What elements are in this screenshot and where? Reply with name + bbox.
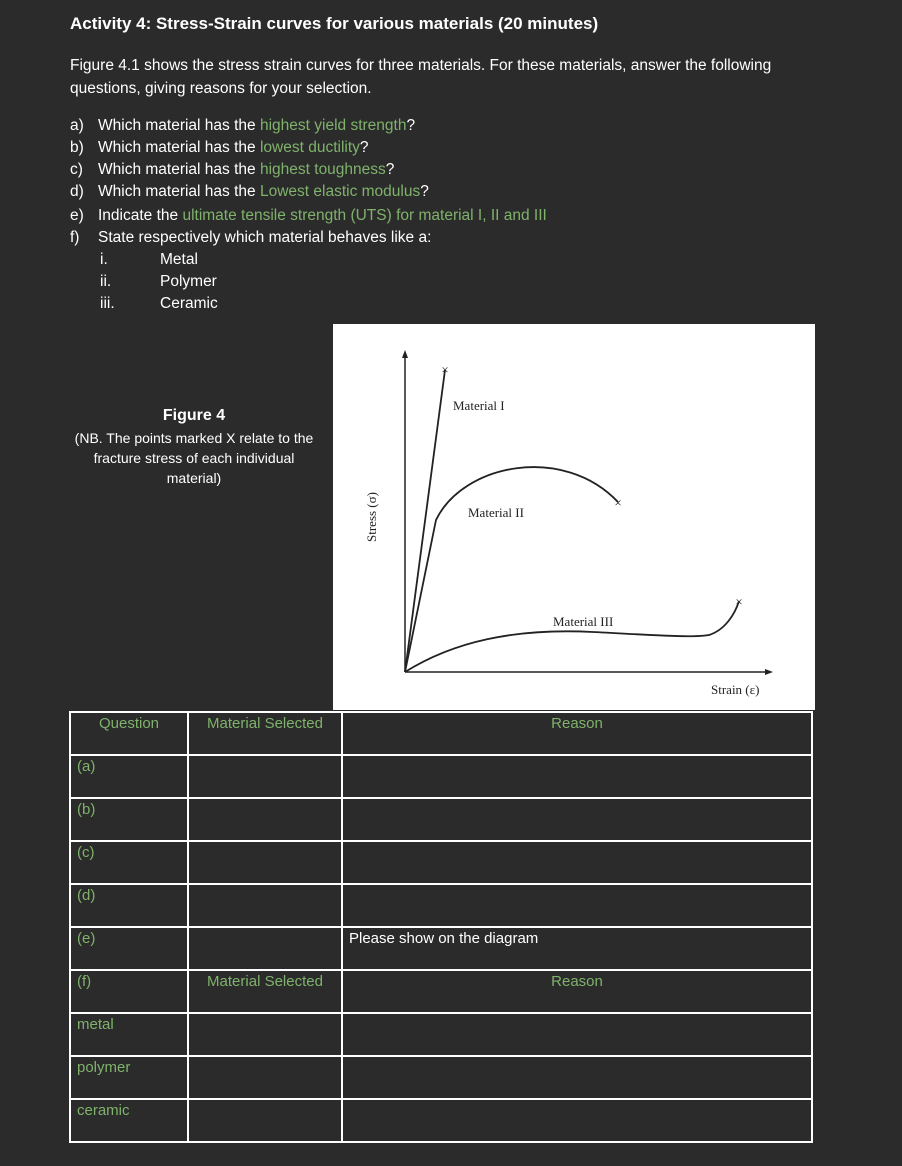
x-axis-label: Strain (ε) <box>711 682 760 697</box>
row-question: (f) <box>70 970 188 1013</box>
material-3-fracture-marker: × <box>735 594 743 609</box>
row-question: (b) <box>70 798 188 841</box>
stress-strain-chart <box>333 324 815 710</box>
reason-cell[interactable] <box>342 1013 812 1056</box>
row-question: (a) <box>70 755 188 798</box>
x-axis-arrow-icon <box>765 669 773 675</box>
row-question: polymer <box>70 1056 188 1099</box>
table-row <box>70 1056 812 1099</box>
material-cell[interactable] <box>188 1013 342 1056</box>
subitem-metal: Metal <box>160 251 198 268</box>
row-question: (c) <box>70 841 188 884</box>
table-row <box>70 927 812 970</box>
subitem-num-2: ii. <box>100 273 112 290</box>
question-f: f) State respectively which material behaves like a: <box>70 229 432 246</box>
reason-cell[interactable] <box>342 841 812 884</box>
figure-title: Figure 4 <box>162 407 226 424</box>
reason-cell[interactable] <box>342 1099 812 1142</box>
subitem-num-3: iii. <box>100 295 115 312</box>
answer-table <box>69 711 813 1143</box>
reason-cell: Reason <box>342 970 812 1013</box>
material-cell[interactable] <box>188 884 342 927</box>
row-question: (e) <box>70 927 188 970</box>
y-axis-arrow-icon <box>402 350 408 358</box>
question-d: d) Which material has the Lowest elastic modulus? <box>70 183 429 200</box>
material-cell[interactable] <box>188 1056 342 1099</box>
series-material-3-line <box>405 601 739 672</box>
figure-note: (NB. The points marked X relate to the fracture stress of each individual material) <box>74 430 314 486</box>
question-b: b) Which material has the lowest ductility? <box>70 139 369 156</box>
activity-title: Activity 4: Stress-Strain curves for various materials (20 minutes) <box>70 14 599 33</box>
material-3-label: Material III <box>553 614 614 629</box>
material-cell[interactable] <box>188 841 342 884</box>
subitem-num-1: i. <box>100 251 108 268</box>
row-question: ceramic <box>70 1099 188 1142</box>
question-a: a) Which material has the highest yield strength? <box>70 117 416 134</box>
table-row <box>70 884 812 927</box>
table-row <box>70 970 812 1013</box>
material-cell[interactable] <box>188 755 342 798</box>
subitem-polymer: Polymer <box>160 273 217 290</box>
material-cell[interactable] <box>188 1099 342 1142</box>
question-c: c) Which material has the highest toughness? <box>70 161 395 178</box>
reason-cell[interactable] <box>342 798 812 841</box>
material-2-fracture-marker: × <box>614 495 622 510</box>
reason-cell[interactable]: Please show on the diagram <box>342 927 812 970</box>
subitem-ceramic: Ceramic <box>160 295 218 312</box>
intro-paragraph: Figure 4.1 shows the stress strain curves for three materials. For these materials, answer the following questions, giving reasons for your selection. <box>70 57 772 97</box>
material-1-label: Material I <box>453 398 505 413</box>
material-2-label: Material II <box>468 505 524 520</box>
header-question: Question <box>70 712 188 755</box>
table-row <box>70 755 812 798</box>
table-row <box>70 798 812 841</box>
y-axis-label: Stress (σ) <box>364 492 379 542</box>
table-header-row <box>70 712 812 755</box>
table-row <box>70 841 812 884</box>
table-row <box>70 1013 812 1056</box>
reason-cell[interactable] <box>342 755 812 798</box>
question-e: e) Indicate the ultimate tensile strength (UTS) for material I, II and III <box>70 207 547 224</box>
material-cell[interactable] <box>188 798 342 841</box>
material-cell: Material Selected <box>188 970 342 1013</box>
header-material-selected: Material Selected <box>188 712 342 755</box>
row-question: metal <box>70 1013 188 1056</box>
figure-caption <box>66 406 322 488</box>
reason-cell[interactable] <box>342 884 812 927</box>
series-material-1-line <box>405 370 445 672</box>
header-reason: Reason <box>342 712 812 755</box>
reason-cell[interactable] <box>342 1056 812 1099</box>
row-question: (d) <box>70 884 188 927</box>
material-cell[interactable] <box>188 927 342 970</box>
material-1-fracture-marker: × <box>441 362 449 377</box>
table-row <box>70 1099 812 1142</box>
series-material-2-line <box>405 467 618 672</box>
